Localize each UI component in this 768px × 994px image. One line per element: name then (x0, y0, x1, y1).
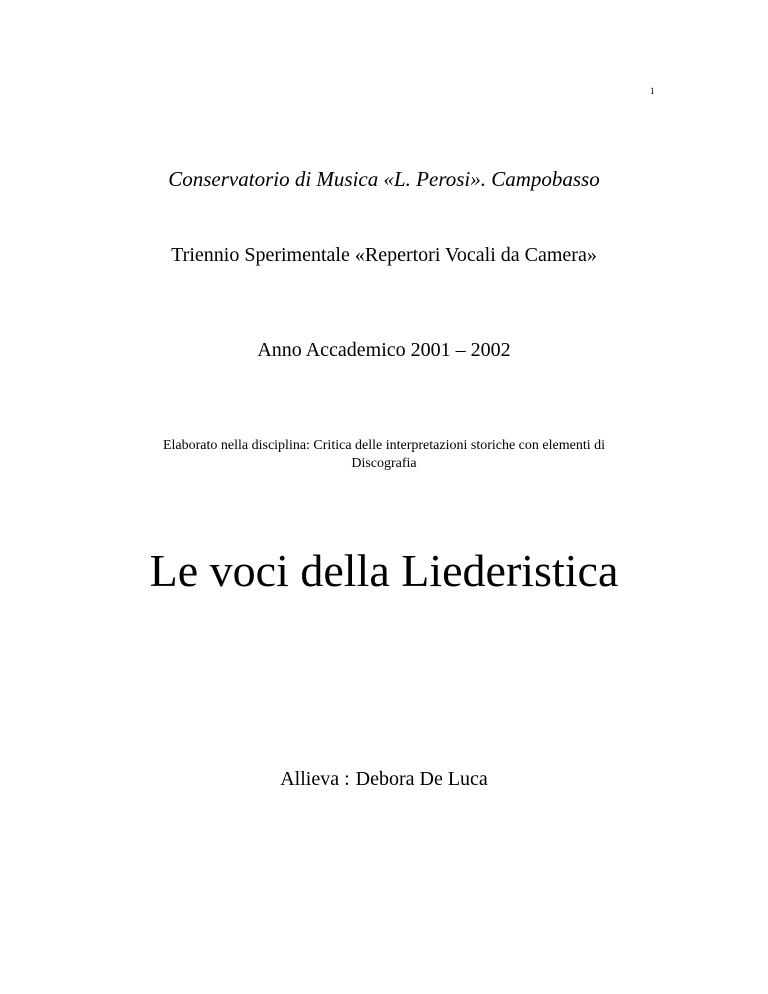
page-number: 1 (650, 86, 655, 96)
program-heading: Triennio Sperimentale «Repertori Vocali da Camera» (171, 244, 597, 266)
student-name: Debora De Luca (355, 768, 488, 790)
academic-year: Anno Accademico 2001 – 2002 (257, 339, 511, 361)
student-line (0, 766, 768, 792)
discipline-line-1: Elaborato nella disciplina: Critica delle interpretazioni storiche con elementi di (162, 438, 605, 453)
discipline-line-2: Discografia (351, 456, 417, 471)
discipline-description (100, 437, 668, 473)
main-title: Le voci della Liederistica (149, 545, 619, 596)
institution-heading: Conservatorio di Musica «L. Perosi». Campobasso (168, 167, 600, 191)
student-label: Allieva : (280, 768, 350, 790)
